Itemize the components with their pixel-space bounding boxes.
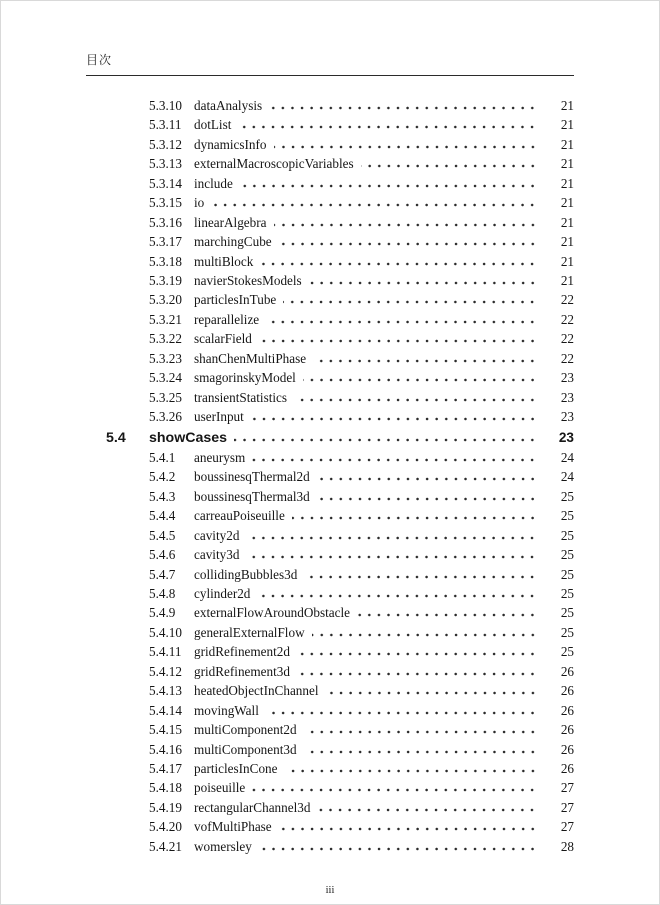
dot-leader (259, 847, 540, 851)
entry-page-number: 23 (558, 430, 574, 446)
dot-leader (294, 398, 540, 402)
toc-entry-row (86, 156, 574, 175)
entry-title: particlesInTube (194, 292, 277, 308)
entry-page-number: 21 (560, 195, 574, 211)
entry-page-number: 23 (560, 370, 574, 386)
entry-page-number: 25 (560, 586, 574, 601)
entry-title: cavity3d (194, 547, 240, 563)
entry-page-number: 27 (560, 819, 574, 835)
dot-leader (279, 827, 540, 831)
toc-entry-row (86, 176, 574, 195)
dot-leader (269, 106, 540, 110)
entry-title: particlesInCone (194, 760, 278, 776)
entry-number: 5.3.23 (149, 350, 182, 366)
entry-title: carreauPoiseuille (194, 508, 285, 524)
entry-number: 5.3.13 (149, 156, 182, 172)
toc-section-row (86, 428, 574, 450)
header-title: 目次 (86, 53, 113, 67)
entry-page-number: 26 (560, 702, 574, 718)
dot-leader (297, 672, 540, 676)
entry-number: 5.3.22 (149, 331, 182, 347)
toc-entry-row (86, 664, 574, 683)
entry-title: movingWall (194, 702, 259, 718)
entry-number: 5.4 (106, 430, 126, 447)
entry-title: externalFlowAroundObstacle (194, 605, 351, 621)
toc-entry-row (86, 98, 574, 117)
entry-number: 5.3.26 (149, 409, 182, 424)
entry-title: showCases (149, 430, 228, 447)
entry-title: boussinesqThermal3d (194, 488, 310, 504)
entry-number: 5.4.2 (149, 469, 176, 485)
dot-leader (266, 320, 540, 324)
toc-entry-row (86, 137, 574, 156)
dot-leader (361, 164, 540, 168)
entry-number: 5.4.9 (149, 605, 176, 621)
entry-page-number: 25 (560, 547, 574, 563)
toc-entry-row (86, 567, 574, 586)
dot-leader (246, 555, 540, 559)
dot-leader (303, 378, 540, 382)
entry-title: transientStatistics (194, 389, 288, 405)
entry-page-number: 21 (560, 98, 574, 113)
entry-title: collidingBubbles3d (194, 566, 298, 582)
entry-title: externalMacroscopicVariables (194, 156, 354, 172)
entry-number: 5.4.8 (149, 586, 176, 601)
dot-leader (304, 575, 540, 579)
dot-leader (304, 730, 540, 734)
entry-page-number: 25 (560, 508, 574, 524)
entry-number: 5.4.13 (149, 683, 182, 699)
toc-entry-row (86, 292, 574, 311)
header-rule (86, 75, 574, 76)
dot-leader (317, 808, 540, 812)
entry-number: 5.3.18 (149, 253, 182, 269)
entry-number: 5.3.25 (149, 389, 182, 405)
dot-leader (285, 769, 541, 773)
entry-page-number: 21 (560, 253, 574, 269)
dot-leader (309, 281, 540, 285)
entry-title: dataAnalysis (194, 98, 263, 113)
entry-page-number: 26 (560, 741, 574, 757)
entry-number: 5.4.10 (149, 624, 182, 640)
entry-page-number: 26 (560, 722, 574, 738)
toc-entry-row (86, 508, 574, 527)
toc-entry-row (86, 450, 574, 469)
toc-entry-row (86, 409, 574, 428)
entry-number: 5.3.16 (149, 214, 182, 230)
toc-entry-row (86, 819, 574, 838)
entry-page-number: 21 (560, 117, 574, 133)
toc-entry-row (86, 683, 574, 702)
dot-leader (274, 145, 540, 149)
toc-entry-row (86, 469, 574, 488)
toc-entry-row (86, 722, 574, 741)
entry-title: dotList (194, 117, 232, 133)
entry-page-number: 28 (560, 838, 574, 854)
entry-page-number: 22 (560, 331, 574, 347)
entry-number: 5.4.3 (149, 488, 176, 504)
dot-leader (260, 262, 540, 266)
toc-entry-row (86, 547, 574, 566)
entry-title: poiseuille (194, 780, 246, 796)
entry-title: smagorinskyModel (194, 370, 296, 386)
toc-entry-row (86, 703, 574, 722)
entry-number: 5.4.17 (149, 760, 182, 776)
toc-entry-row (86, 625, 574, 644)
dot-leader (317, 497, 540, 501)
entry-page-number: 21 (560, 156, 574, 172)
dot-leader (211, 203, 540, 207)
entry-page-number: 21 (560, 272, 574, 288)
toc-entry-row (86, 234, 574, 253)
dot-leader (259, 339, 540, 343)
toc-entry-row (86, 780, 574, 799)
entry-title: scalarField (194, 331, 252, 347)
entry-title: rectangularChannel3d (194, 799, 311, 815)
dot-leader (252, 458, 540, 462)
entry-number: 5.4.4 (149, 508, 176, 524)
entry-title: cylinder2d (194, 586, 251, 601)
toc-entry-row (86, 117, 574, 136)
toc-entry-row (86, 273, 574, 292)
entry-title: boussinesqThermal2d (194, 469, 310, 485)
toc-entry-row (86, 390, 574, 409)
entry-title: multiBlock (194, 253, 254, 269)
toc-entry-row (86, 489, 574, 508)
entry-page-number: 25 (560, 566, 574, 582)
entry-number: 5.3.14 (149, 175, 182, 191)
page-header (86, 51, 574, 76)
entry-number: 5.4.12 (149, 663, 182, 679)
entry-title: dynamicsInfo (194, 136, 267, 152)
entry-number: 5.3.21 (149, 311, 182, 327)
toc-entry-row (86, 254, 574, 273)
entry-page-number: 25 (560, 605, 574, 621)
entry-number: 5.4.20 (149, 819, 182, 835)
entry-number: 5.4.14 (149, 702, 182, 718)
entry-title: multiComponent3d (194, 741, 297, 757)
entry-number: 5.4.16 (149, 741, 182, 757)
dot-leader (317, 477, 540, 481)
entry-title: include (194, 175, 233, 191)
entry-title: vofMultiPhase (194, 819, 272, 835)
entry-title: womersley (194, 838, 252, 854)
dot-leader (251, 417, 540, 421)
toc-entry-row (86, 528, 574, 547)
dot-leader (252, 788, 540, 792)
toc-entry-row (86, 586, 574, 605)
entry-page-number: 26 (560, 663, 574, 679)
entry-title: multiComponent2d (194, 722, 297, 738)
entry-page-number: 24 (560, 469, 574, 485)
dot-leader (304, 750, 540, 754)
entry-page-number: 25 (560, 488, 574, 504)
entry-page-number: 27 (560, 799, 574, 815)
entry-number: 5.4.18 (149, 780, 182, 796)
toc-entry-row (86, 312, 574, 331)
entry-title: generalExternalFlow (194, 624, 305, 640)
entry-number: 5.3.20 (149, 292, 182, 308)
entry-title: linearAlgebra (194, 214, 267, 230)
dot-leader (279, 242, 540, 246)
entry-number: 5.4.7 (149, 566, 176, 582)
entry-page-number: 26 (560, 683, 574, 699)
entry-title: userInput (194, 409, 244, 424)
dot-leader (283, 300, 540, 304)
entry-number: 5.3.17 (149, 234, 182, 250)
entry-page-number: 22 (560, 311, 574, 327)
toc-entry-row (86, 742, 574, 761)
entry-page-number: 26 (560, 760, 574, 776)
entry-page-number: 23 (560, 389, 574, 405)
dot-leader (274, 223, 541, 227)
dot-leader (240, 184, 540, 188)
entry-page-number: 23 (560, 409, 574, 424)
entry-number: 5.3.10 (149, 98, 182, 113)
entry-title: cavity2d (194, 527, 240, 543)
dot-leader (312, 633, 540, 637)
dot-leader (292, 516, 540, 520)
dot-leader (297, 652, 540, 656)
toc-entry-row (86, 370, 574, 389)
entry-page-number: 21 (560, 136, 574, 152)
dot-leader (313, 359, 540, 363)
toc-entry-row (86, 761, 574, 780)
entry-number: 5.3.12 (149, 136, 182, 152)
entry-number: 5.4.21 (149, 838, 182, 854)
entry-number: 5.4.5 (149, 527, 176, 543)
entry-number: 5.3.24 (149, 370, 182, 386)
entry-number: 5.4.19 (149, 799, 182, 815)
entry-page-number: 22 (560, 292, 574, 308)
toc-entry-row (86, 839, 574, 858)
dot-leader (257, 594, 540, 598)
toc-entry-row (86, 644, 574, 663)
entry-page-number: 21 (560, 175, 574, 191)
dot-leader (234, 438, 540, 442)
entry-title: navierStokesModels (194, 272, 302, 288)
entry-title: aneurysm (194, 449, 246, 465)
entry-title: shanChenMultiPhase (194, 350, 307, 366)
entry-page-number: 21 (560, 214, 574, 230)
entry-page-number: 22 (560, 350, 574, 366)
toc-entry-row (86, 351, 574, 370)
toc-list (86, 98, 574, 858)
entry-page-number: 25 (560, 644, 574, 660)
entry-page-number: 25 (560, 527, 574, 543)
entry-title: gridRefinement2d (194, 644, 290, 660)
entry-title: reparallelize (194, 311, 260, 327)
dot-leader (246, 536, 540, 540)
entry-number: 5.4.6 (149, 547, 176, 563)
toc-entry-row (86, 800, 574, 819)
entry-page-number: 27 (560, 780, 574, 796)
toc-entry-row (86, 605, 574, 624)
dot-leader (266, 711, 540, 715)
dot-leader (238, 125, 540, 129)
entry-number: 5.4.15 (149, 722, 182, 738)
entry-number: 5.3.15 (149, 195, 182, 211)
entry-number: 5.3.11 (149, 117, 182, 133)
entry-page-number: 25 (560, 624, 574, 640)
entry-page-number: 24 (560, 449, 574, 465)
dot-leader (326, 691, 541, 695)
toc-entry-row (86, 215, 574, 234)
entry-number: 5.4.11 (149, 644, 182, 660)
entry-number: 5.4.1 (149, 449, 176, 465)
entry-number: 5.3.19 (149, 272, 182, 288)
toc-entry-row (86, 195, 574, 214)
footer-page-number: iii (325, 885, 335, 896)
entry-title: io (194, 195, 205, 211)
toc-entry-row (86, 331, 574, 350)
dot-leader (357, 613, 540, 617)
entry-page-number: 21 (560, 234, 574, 250)
entry-title: heatedObjectInChannel (194, 683, 319, 699)
entry-title: gridRefinement3d (194, 663, 290, 679)
entry-title: marchingCube (194, 234, 272, 250)
